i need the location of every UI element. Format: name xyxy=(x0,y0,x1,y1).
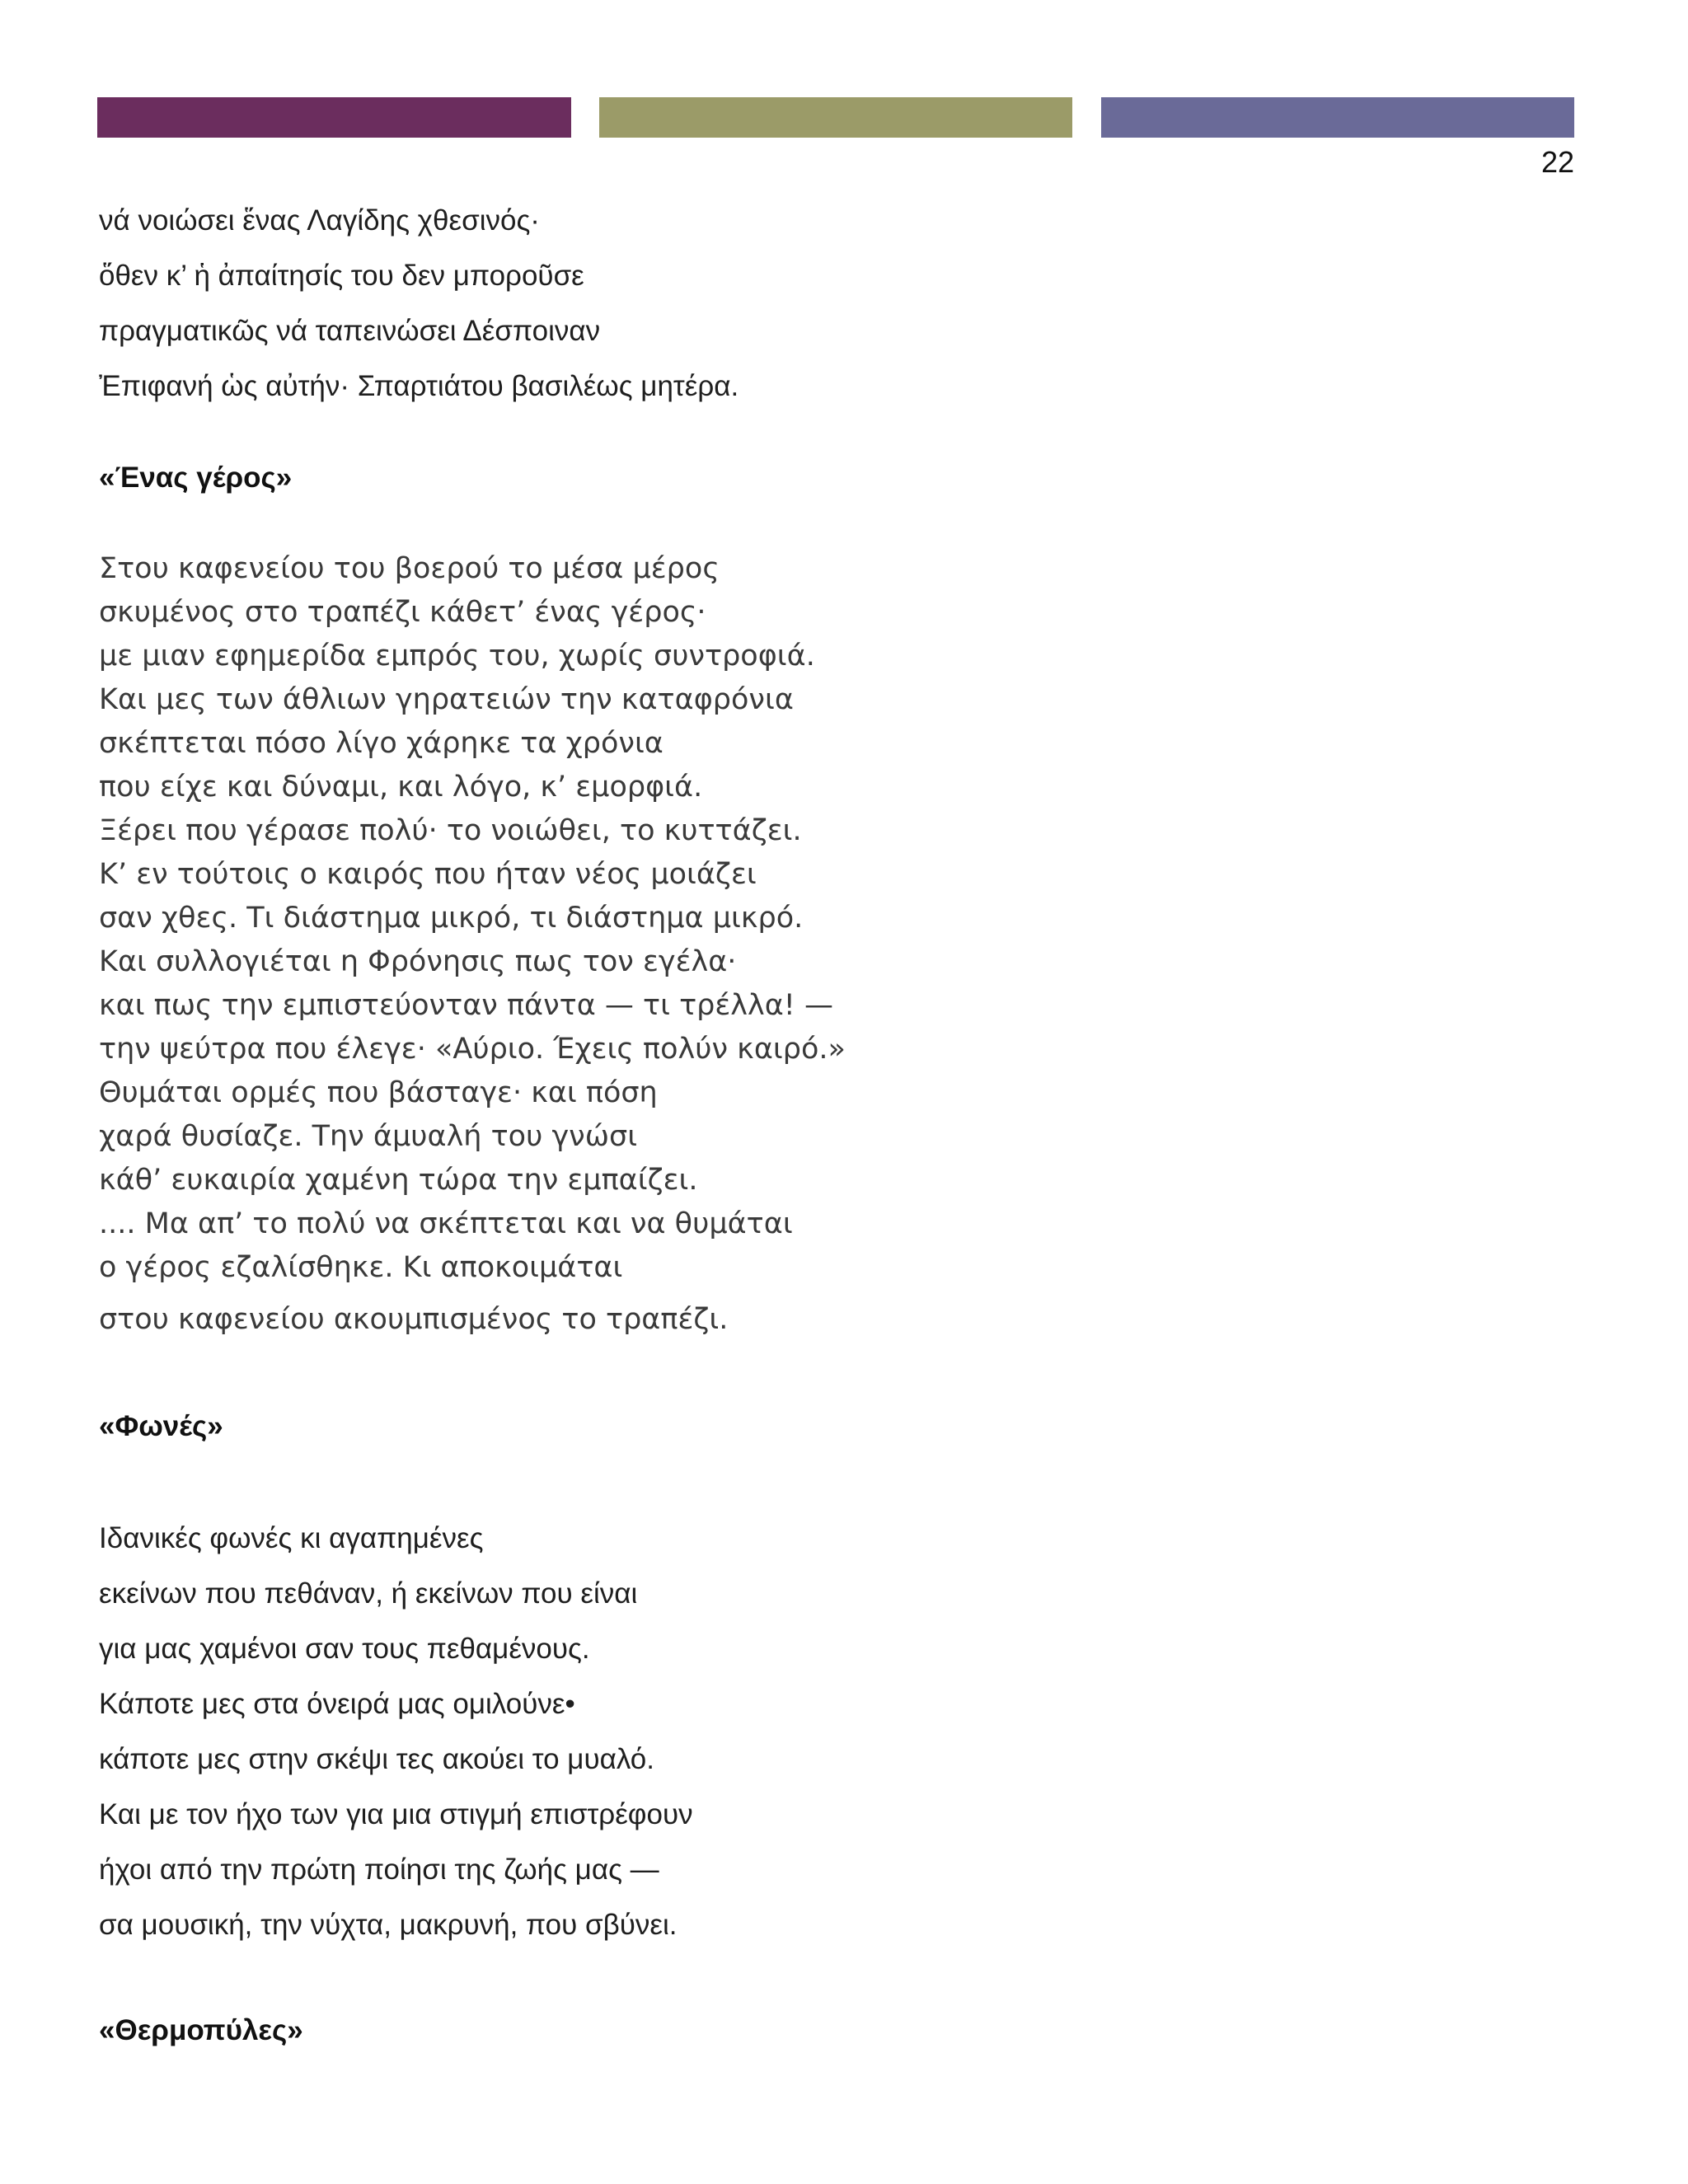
poem-line: Ἐπιφανή ὡς αὐτήν· Σπαρτιάτου βασιλέως μητέρα. xyxy=(99,370,739,402)
poem-line: κάποτε μες στην σκέψι τες ακούει το μυαλό. xyxy=(99,1743,654,1775)
poem-line: Και με τον ήχο των για μια στιγμή επιστρέφουν xyxy=(99,1798,693,1830)
poem-line: Κ’ εν τούτοις ο καιρός που ήταν νέος μοιάζει xyxy=(99,858,757,891)
poem-line: Ιδανικές φωνές κι αγαπημένες xyxy=(99,1522,484,1554)
poem-line: νά νοιώσει ἕνας Λαγίδης χθεσινός· xyxy=(99,204,540,237)
poem-line: στου καφενείου ακουμπισμένος το τραπέζι. xyxy=(99,1303,729,1336)
poem-line: πραγματικῶς νά ταπεινώσει Δέσποιναν xyxy=(99,315,601,347)
poem-fragment xyxy=(99,193,738,414)
poem-line: σα μουσική, την νύχτα, μακρυνή, που σβύνει. xyxy=(99,1909,678,1941)
poem-line: ήχοι από την πρώτη ποίησι της ζωής μας — xyxy=(99,1854,659,1886)
poem-title: «Θερμοπύλες» xyxy=(99,2014,303,2046)
poem-body xyxy=(99,1511,693,1952)
poem-line: με μιαν εφημερίδα εμπρός του, χωρίς συντροφιά. xyxy=(99,640,815,673)
poem-line: και πως την εμπιστεύονταν πάντα — τι τρέλλα! — xyxy=(99,989,833,1022)
poem-line: κάθ’ ευκαιρία χαμένη τώρα την εμπαίζει. xyxy=(99,1164,698,1197)
poem-line: σκέπτεται πόσο λίγο χάρηκε τα χρόνια xyxy=(99,727,663,760)
poem-title: «Φωνές» xyxy=(99,1410,223,1442)
poem-line: .... Μα απ’ το πολύ να σκέπτεται και να θυμάται xyxy=(99,1207,793,1240)
poem-line: Και συλλογιέται η Φρόνησις πως τον εγέλα· xyxy=(99,945,737,978)
header-bar-purple xyxy=(97,97,571,138)
poem-line: σαν χθες. Τι διάστημα μικρό, τι διάστημα μικρό. xyxy=(99,902,804,935)
header-bar-olive xyxy=(599,97,1072,138)
poem-title: «Ένας γέρος» xyxy=(99,462,293,494)
poem-body xyxy=(99,547,846,1342)
poem-line: Κάποτε μες στα όνειρά μας ομιλούνε• xyxy=(99,1688,575,1720)
poem-line: εκείνων που πεθάναν, ή εκείνων που είναι xyxy=(99,1577,638,1610)
poem-line: Ξέρει που γέρασε πολύ· το νοιώθει, το κυττάζει. xyxy=(99,814,802,847)
poem-line: την ψεύτρα που έλεγε· «Αύριο. Έχεις πολύν καιρό.» xyxy=(99,1033,846,1066)
poem-line: Και μες των άθλιων γηρατειών την καταφρόνια xyxy=(99,683,794,716)
poem-line: σκυμένος στο τραπέζι κάθετ’ ένας γέρος· xyxy=(99,596,706,629)
poem-line: για μας χαμένοι σαν τους πεθαμένους. xyxy=(99,1633,590,1665)
poem-line: ὅθεν κ’ ἡ ἀπαίτησίς του δεν μποροῦσε xyxy=(99,260,584,292)
poem-line: χαρά θυσίαζε. Την άμυαλή του γνώσι xyxy=(99,1120,638,1153)
poem-line: που είχε και δύναμι, και λόγο, κ’ εμορφιά. xyxy=(99,771,703,804)
poem-line: Θυμάται ορμές που βάσταγε· και πόση xyxy=(99,1076,658,1109)
header-bar-slate xyxy=(1101,97,1574,138)
poem-line: Στου καφενείου του βοερού το μέσα μέρος xyxy=(99,552,720,585)
poem-line: ο γέρος εζαλίσθηκε. Κι αποκοιμάται xyxy=(99,1251,623,1284)
page-number: 22 xyxy=(1540,145,1574,179)
